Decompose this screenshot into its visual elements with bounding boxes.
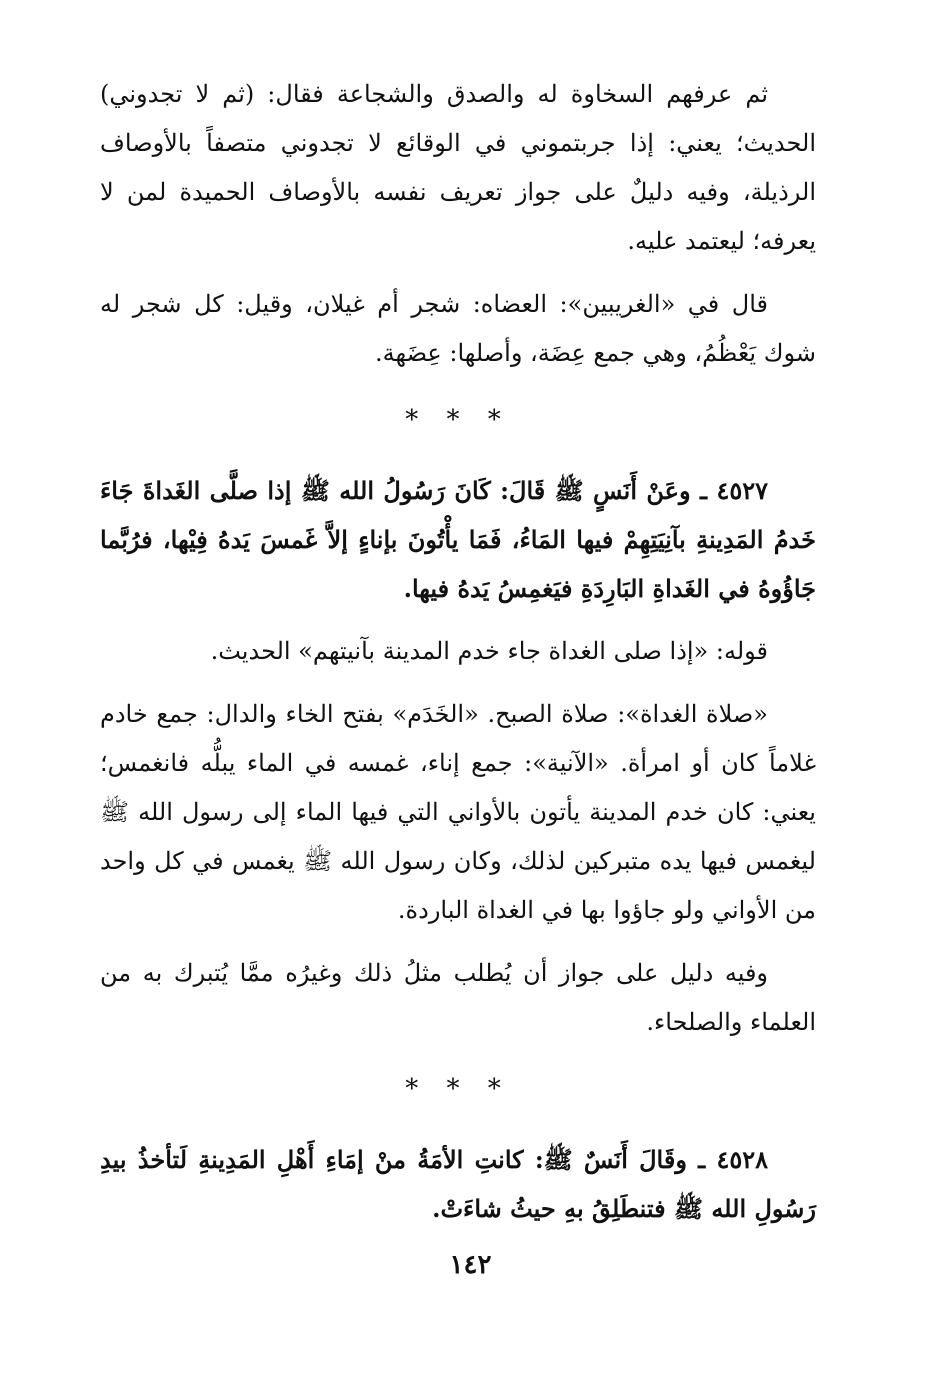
hadith-4528: ٤٥٢٨ ـ وقَالَ أَنَسٌ ﷺ: كانتِ الأمَةُ منْ إمَاءِ أَهْلِ المَدِينةِ لَتأخذُ بيدِ رَسُولِ الله ﷺ فتنطَلِقُ بهِ حيثُ شاءَتْ. <box>100 1145 816 1223</box>
section-separator: * * * <box>405 405 511 435</box>
hadith-4527: ٤٥٢٧ ـ وعَنْ أَنَسٍ ﷺ قَالَ: كَانَ رَسُولُ الله ﷺ إذا صلَّى الغَداةَ جَاءَ خَدمُ المَدِينةِ بآنِيَتِهِمْ فيها المَاءُ، فَمَا يأْتُونَ بإناءٍ إلاَّ غَمسَ يَدهُ فِيْها، فرُبَّما جَاؤُوهُ في الغَداةِ البَارِدَةِ فيَغمِسُ يَدهُ فيها. <box>100 476 816 603</box>
paragraph-commentary-3: قوله: «إذا صلى الغداة جاء خدم المدينة بآنيتهم» الحديث. <box>210 637 768 665</box>
paragraph-commentary-1: ثم عرفهم السخاوة له والصدق والشجاعة فقال: (ثم لا تجدوني) الحديث؛ يعني: إذا جربتموني في الوقائع لا تجدوني متصفاً بالأوصاف الرذيلة، وفيه دليلٌ على جواز تعريف نفسه بالأوصاف الحميدة لمن لا يعرفه؛ ليعتمد عليه. <box>100 80 817 255</box>
section-separator: * * * <box>405 1074 511 1104</box>
paragraph-commentary-4: «صلاة الغداة»: صلاة الصبح. «الخَدَم» بفتح الخاء والدال: جمع خادم غلاماً كان أو امرأة. «الآنية»: جمع إناء، غمسه في الماء يبلُّه فانغمس؛ يعني: كان خدم المدينة يأتون بالأواني التي فيها الماء إلى رسول الله ﷺ ليغمس فيها يده متبركين لذلك، وكان رسول الله ﷺ يغمس في كل واحد من الأواني ولو جاؤوا بها في الغداة الباردة. <box>100 700 817 924</box>
paragraph-commentary-5: وفيه دليل على جواز أن يُطلب مثلُ ذلك وغيرُه ممَّا يُتبرك به من العلماء والصلحاء. <box>100 959 816 1036</box>
page-body <box>100 70 816 1233</box>
paragraph-commentary-2: قال في «الغريبين»: العضاه: شجر أم غيلان، وقيل: كل شجر له شوك يَعْظُمُ، وهي جمع عِضَة، وأصلها: عِضَهة. <box>100 290 816 367</box>
page-number: ١٤٢ <box>449 1250 492 1280</box>
